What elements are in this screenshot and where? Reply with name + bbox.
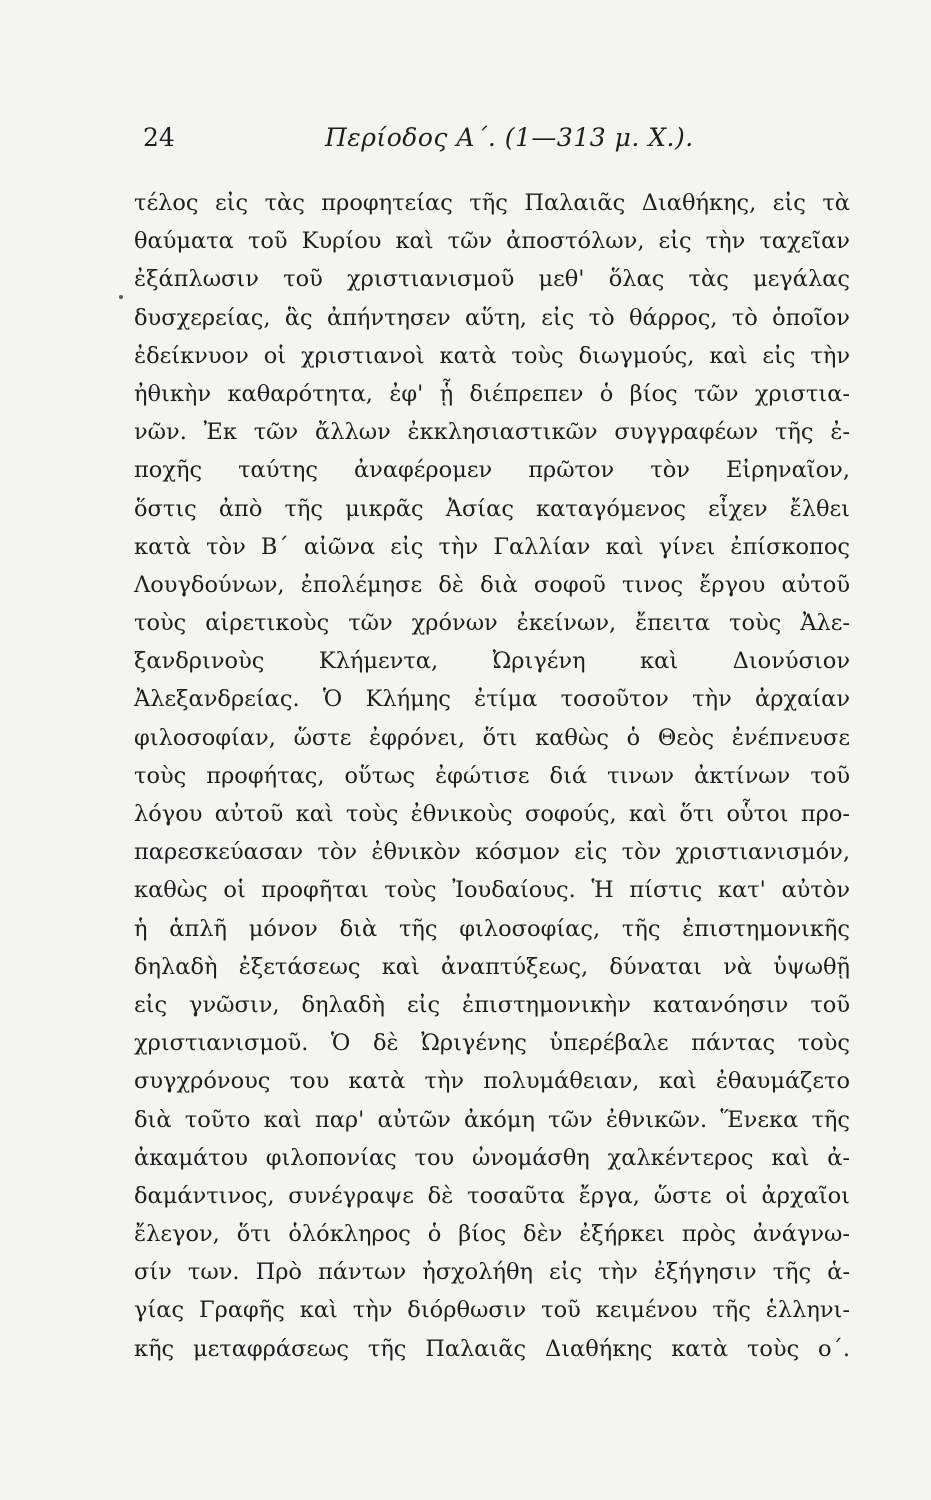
text-line: θαύματα τοῦ Κυρίου καὶ τῶν ἀποστόλων, εἰς τὴν ταχεῖαν bbox=[134, 228, 850, 255]
text-line: καθὼς οἱ προφῆται τοὺς Ἰουδαίους. Ἡ πίστις κατ' αὐτὸν bbox=[134, 877, 850, 904]
text-line: ποχῆς ταύτης ἀναφέρομεν πρῶτον τὸν Εἰρηναῖον, bbox=[134, 457, 850, 484]
text-line: ὅστις ἀπὸ τῆς μικρᾶς Ἀσίας καταγόμενος εἶχεν ἔλθει bbox=[134, 495, 850, 522]
text-line: ἐξάπλωσιν τοῦ χριστιανισμοῦ μεθ' ὅλας τὰς μεγάλας bbox=[134, 266, 850, 293]
text-line: ἔλεγον, ὅτι ὁλόκληρος ὁ βίος δὲν ἐξήρκει πρὸς ἀνάγνω- bbox=[134, 1221, 850, 1248]
text-line: Λουγδούνων, ἐπολέμησε δὲ διὰ σοφοῦ τινος ἔργου αὐτοῦ bbox=[134, 571, 850, 598]
text-line: συγχρόνους του κατὰ τὴν πολυμάθειαν, καὶ ἐθαυμάζετο bbox=[134, 1068, 850, 1095]
page-number: 24 bbox=[143, 123, 175, 152]
text-line: δυσχερείας, ἃς ἀπήντησεν αὕτη, εἰς τὸ θάρρος, τὸ ὁποῖον bbox=[134, 304, 850, 331]
text-line: τοὺς προφήτας, οὕτως ἐφώτισε διά τινων ἀκτίνων τοῦ bbox=[134, 762, 850, 789]
text-line: λόγου αὐτοῦ καὶ τοὺς ἐθνικοὺς σοφούς, καὶ ὅτι οὗτοι προ- bbox=[134, 801, 850, 827]
text-line: ἠθικὴν καθαρότητα, ἐφ' ᾗ διέπρεπεν ὁ βίος τῶν χριστια- bbox=[134, 380, 850, 407]
text-line: ἡ ἁπλῆ μόνον διὰ τῆς φιλοσοφίας, τῆς ἐπιστημονικῆς bbox=[134, 915, 850, 942]
period-heading: Περίοδος Α΄. (1—313 μ. Χ.). bbox=[325, 123, 694, 152]
text-line: χριστιανισμοῦ. Ὁ δὲ Ὠριγένης ὑπερέβαλε πάντας τοὺς bbox=[134, 1030, 850, 1057]
text-line: τέλος εἰς τὰς προφητείας τῆς Παλαιᾶς Διαθήκης, εἰς τὰ bbox=[134, 190, 850, 216]
text-line: τοὺς αἱρετικοὺς τῶν χρόνων ἐκείνων, ἔπειτα τοὺς Ἀλε- bbox=[134, 610, 850, 637]
text-line: νῶν. Ἐκ τῶν ἄλλων ἐκκλησιαστικῶν συγγραφέων τῆς ἐ- bbox=[134, 419, 850, 446]
text-line: γίας Γραφῆς καὶ τὴν διόρθωσιν τοῦ κειμένου τῆς ἑλληνι- bbox=[134, 1297, 850, 1324]
text-line: δηλαδὴ ἐξετάσεως καὶ ἀναπτύξεως, δύναται νὰ ὑψωθῇ bbox=[134, 953, 850, 980]
running-head bbox=[143, 118, 843, 158]
text-line: ἀκαμάτου φιλοπονίας του ὠνομάσθη χαλκέντερος καὶ ἀ- bbox=[134, 1144, 850, 1171]
text-line: φιλοσοφίαν, ὥστε ἐφρόνει, ὅτι καθὼς ὁ Θεὸς ἐνέπνευσε bbox=[134, 724, 850, 751]
text-line: παρεσκεύασαν τὸν ἐθνικὸν κόσμον εἰς τὸν χριστιανισμόν, bbox=[134, 839, 850, 866]
text-line: κατὰ τὸν Β΄ αἰῶνα εἰς τὴν Γαλλίαν καὶ γίνει ἐπίσκοπος bbox=[134, 533, 850, 560]
text-line: Ἀλεξανδρείας. Ὁ Κλήμης ἐτίμα τοσοῦτον τὴν ἀρχαίαν bbox=[134, 686, 850, 713]
text-line: εἰς γνῶσιν, δηλαδὴ εἰς ἐπιστημονικὴν κατανόησιν τοῦ bbox=[134, 991, 850, 1018]
text-line: ξανδρινοὺς Κλήμεντα, Ὠριγένη καὶ Διονύσιον bbox=[134, 648, 850, 675]
text-line: διὰ τοῦτο καὶ παρ' αὐτῶν ἀκόμη τῶν ἐθνικῶν. Ἕνεκα τῆς bbox=[134, 1106, 850, 1133]
text-line: κῆς μεταφράσεως τῆς Παλαιᾶς Διαθήκης κατὰ τοὺς ο΄. bbox=[134, 1335, 850, 1362]
text-line: δαμάντινος, συνέγραψε δὲ τοσαῦτα ἔργα, ὥστε οἱ ἀρχαῖοι bbox=[134, 1182, 850, 1209]
text-line: ἐδείκνυον οἱ χριστιανοὶ κατὰ τοὺς διωγμούς, καὶ εἰς τὴν bbox=[134, 342, 850, 369]
text-line: σίν των. Πρὸ πάντων ἠσχολήθη εἰς τὴν ἐξήγησιν τῆς ἁ- bbox=[134, 1259, 850, 1286]
body-text bbox=[134, 184, 850, 1368]
ink-speck bbox=[119, 295, 123, 299]
